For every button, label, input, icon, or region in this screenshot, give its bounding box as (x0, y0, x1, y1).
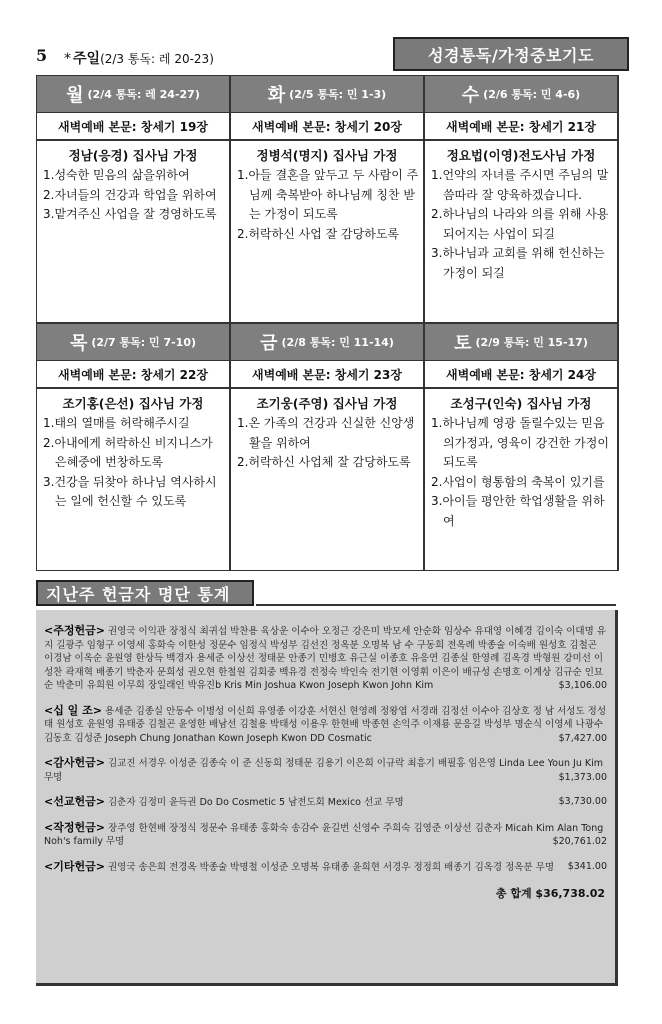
sermon-text: 새벽예배 본문: 창세기 19장 (37, 113, 229, 141)
day-reading: (2/7 통독: 민 7-10) (91, 336, 197, 349)
day-name: 월 (66, 85, 84, 106)
donation-category: <주정헌금> (44, 624, 105, 637)
prayer-item: 1.태의 열매를 허락해주시길 (43, 416, 190, 430)
donation-amount: $20,761.02 (552, 836, 607, 847)
donation-category: <작정헌금> (44, 820, 105, 834)
donation-amount: $7,427.00 (558, 732, 607, 744)
sermon-text: 새벽예배 본문: 창세기 22장 (37, 361, 229, 389)
prayer-item: 2.사업이 형통함의 축복이 있기를 (431, 474, 605, 489)
sermon-text: 새벽예배 본문: 창세기 21장 (425, 113, 617, 141)
day-cell (36, 323, 230, 571)
prayer-item: 1.하나님께 영광 돌릴수있는 믿음의가정과, 영육이 강건한 가정이 되도록 (431, 416, 609, 469)
donor-names: 권영국 이익관 장정식 최귀섭 박찬용 육상운 이수아 오정근 강은미 박모세 안순화 임상수 유대영 이혜경 김이숙 이대명 유 지 길광주 임형구 이영세 홍화숙 이한성 정문수 임정식 박성부 김선진 정옥분 오명복 남 수 구동희 전옥례 박종술 이숙배 원성호 김철곤 이경남 이옥순 윤원영 한상득 백경자 용세준 이상선 정태문 안종기 민병호 유근실 이종호 유응연 김종실 한영례 김옥경 박형원 강미선 이성찬 곽재혁 배종기 박춘자 문희성 권오현 한철원 김회중 백유경 전정숙 박인숙 전기현 이영휘 이은이 배규성 손명호 이계상 김규순 인묘순 박춘미 유희원 이무희 장일래인 박유진b Kris Min Joshua Kwon Joseph Kwon John Kim (44, 626, 606, 691)
donation-amount: $3,730.00 (558, 796, 607, 807)
day-name: 토 (454, 333, 472, 354)
day-name: 화 (267, 85, 286, 106)
day-reading: (2/4 통독: 레 24-27) (87, 88, 200, 101)
donation-section-title: 지난주 헌금자 명단 통계 (36, 580, 254, 606)
day-cell (36, 75, 230, 323)
prayer-item: 2.자녀들의 건강과 학업을 위하여 (43, 187, 217, 202)
donation-category: <선교헌금> (44, 795, 105, 808)
family-name: 정요법(이영)전도사님 가정 (446, 148, 596, 163)
sunday-reading: (2/3 통독: 레 20-23) (100, 52, 214, 66)
family-name: 정남(응경) 집사님 가정 (68, 148, 198, 163)
prayer-list (37, 166, 229, 225)
donor-names: 장주영 한현배 장정식 정문수 유태종 홍화숙 송감수 윤길번 신영수 주희숙 김영준 이상선 김춘자 Micah Kim Alan Tong Noh's family 무명 (44, 822, 604, 847)
day-header (231, 76, 423, 113)
donation-category: <감사헌금> (44, 756, 105, 769)
donation-group (44, 704, 607, 746)
prayer-item: 1.온 가족의 건강과 신실한 신앙생활을 위하여 (237, 416, 415, 450)
donor-names: 김교진 서경우 이성준 김종숙 이 준 신동희 정태문 김용기 이은희 이규락 최흥기 배필홍 임은영 Linda Lee Youn Ju Kim 무명 (44, 758, 604, 783)
family-name: 정병석(명지) 집사님 가정 (256, 148, 398, 163)
donor-names: 용세준 김종실 안동수 이병성 이신희 유영종 이강훈 서현신 현영례 정왕엽 서경래 김정선 이수아 김상호 정 남 서성도 정성태 원성호 윤원영 유태중 김철곤 윤영한 배남선 김철용 박태성 이용우 한현배 박종현 손익주 이재룡 문응길 박성부 명순식 이영세 나광수 김동호 김성준 Joseph Chung Jonathan Kown Joseph Kwon DD Cosmatic (44, 705, 607, 744)
prayer-item: 1.언약의 자녀를 주시면 주님의 말씀따라 잘 양육하겠습니다. (431, 168, 609, 202)
star-icon: * (64, 51, 71, 67)
prayer-list (425, 166, 617, 283)
day-header (231, 324, 423, 361)
prayer-item: 1.성숙한 믿음의 삶을위하여 (43, 168, 190, 182)
donation-group (44, 624, 607, 693)
sermon-text: 새벽예배 본문: 창세기 20장 (231, 113, 423, 141)
day-cell (230, 75, 424, 323)
family-name: 조성구(인숙) 집사님 가정 (450, 396, 592, 411)
donation-group (44, 821, 607, 849)
day-name: 수 (461, 85, 480, 106)
day-reading: (2/6 통독: 민 4-6) (483, 88, 581, 101)
sunday-reading-line (64, 48, 214, 68)
prayer-item: 3.아이들 평안한 학업생활을 위하여 (431, 494, 605, 528)
sermon-text: 새벽예배 본문: 창세기 24장 (425, 361, 617, 389)
donation-group (44, 860, 607, 875)
donor-names: 권영국 송은희 전경옥 박종술 박명철 이성준 오명복 유태종 윤희현 서경우 정정희 배종기 김옥경 정옥분 무명 (107, 861, 555, 873)
prayer-item: 2.허락하신 사업 잘 감당하도록 (237, 226, 399, 241)
day-header (37, 324, 229, 361)
day-header (425, 324, 617, 361)
day-header (425, 76, 617, 113)
donation-category: <십 일 조> (44, 703, 102, 717)
prayer-item: 1.아들 결혼을 앞두고 두 사람이 주님께 축복받아 하나님께 칭찬 받는 가정이 되도록 (237, 168, 419, 221)
day-header (37, 76, 229, 113)
day-name: 목 (69, 333, 88, 354)
donation-category: <기타헌금> (44, 859, 105, 873)
day-reading: (2/9 통독: 민 15-17) (475, 336, 588, 349)
day-reading: (2/5 통독: 민 1-3) (289, 88, 387, 101)
prayer-list (231, 166, 423, 244)
section-divider (256, 604, 616, 606)
donation-list (36, 610, 618, 986)
donation-amount: $341.00 (567, 860, 607, 872)
prayer-item: 3.하나님과 교회를 위해 헌신하는 가정이 되길 (431, 246, 605, 280)
sermon-text: 새벽예배 본문: 창세기 23장 (231, 361, 423, 389)
donation-total: 총 합계 $36,738.02 (495, 887, 605, 900)
prayer-item: 2.아내에게 허락하신 비지니스가 은혜중에 번창하도록 (43, 435, 213, 469)
prayer-item: 3.건강을 뒤찾아 하나님 역사하시는 일에 헌신할 수 있도록 (43, 474, 217, 508)
prayer-item: 2.하나님의 나라와 의를 위해 사용되어지는 사업이 되길 (431, 207, 609, 241)
prayer-list (231, 414, 423, 473)
family-name: 조기웅(주영) 집사님 가정 (256, 396, 398, 411)
family-name: 조기홍(은선) 집사님 가정 (62, 396, 204, 411)
prayer-item: 2.허락하신 사업체 잘 감당하도록 (237, 455, 411, 469)
day-cell (424, 75, 618, 323)
prayer-item: 3.맡겨주신 사업을 잘 경영하도록 (43, 207, 217, 221)
donation-group (44, 795, 607, 810)
donation-amount: $3,106.00 (558, 680, 607, 691)
day-cell (230, 323, 424, 571)
page-title: 성경통독/가정중보기도 (393, 37, 629, 71)
prayer-list (37, 414, 229, 512)
donation-group (44, 756, 607, 784)
sunday-label: 주일 (73, 51, 101, 67)
prayer-list (425, 414, 617, 531)
donor-names: 김춘자 김정미 윤득권 Do Do Cosmetic 5 남전도회 Mexico 선교 무명 (107, 797, 404, 808)
day-name: 금 (260, 333, 278, 354)
day-reading: (2/8 통독: 민 11-14) (281, 336, 394, 349)
donation-amount: $1,373.00 (558, 771, 607, 783)
day-cell (424, 323, 618, 571)
page-number: 5 (36, 46, 48, 65)
